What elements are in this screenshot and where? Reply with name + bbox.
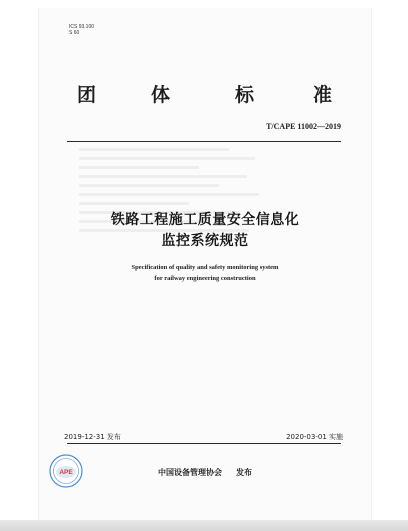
top-rule <box>67 141 341 142</box>
title-chinese-line-2: 监控系统规范 <box>161 233 249 249</box>
ics-code: ICS 93.100 <box>69 24 95 30</box>
implementation-date: 2020-03-01 实施 <box>286 433 343 441</box>
issuer-action: 发布 <box>236 468 252 477</box>
title-english-line-1: Specification of quality and safety monitoring system <box>131 264 279 271</box>
doc-type-char-1: 团 <box>77 84 97 106</box>
title-chinese-line-1: 铁路工程施工质量安全信息化 <box>110 212 300 228</box>
issuer-name: 中国设备管理协会 <box>158 468 222 477</box>
logo-text: APE <box>59 469 73 476</box>
document-page <box>38 8 372 520</box>
ccs-code: S 60 <box>69 30 80 36</box>
scan-bottom-edge <box>0 520 408 531</box>
bottom-rule <box>67 443 341 444</box>
doc-type-char-3: 标 <box>235 84 255 106</box>
issuer-line <box>39 467 371 478</box>
standard-number: T/CAPE 11002—2019 <box>266 122 341 131</box>
doc-type-char-2: 体 <box>151 84 171 106</box>
issue-date: 2019-12-31 发布 <box>64 433 121 441</box>
title-english-line-2: for railway engineering construction <box>154 275 256 282</box>
doc-type-char-4: 准 <box>313 84 333 106</box>
